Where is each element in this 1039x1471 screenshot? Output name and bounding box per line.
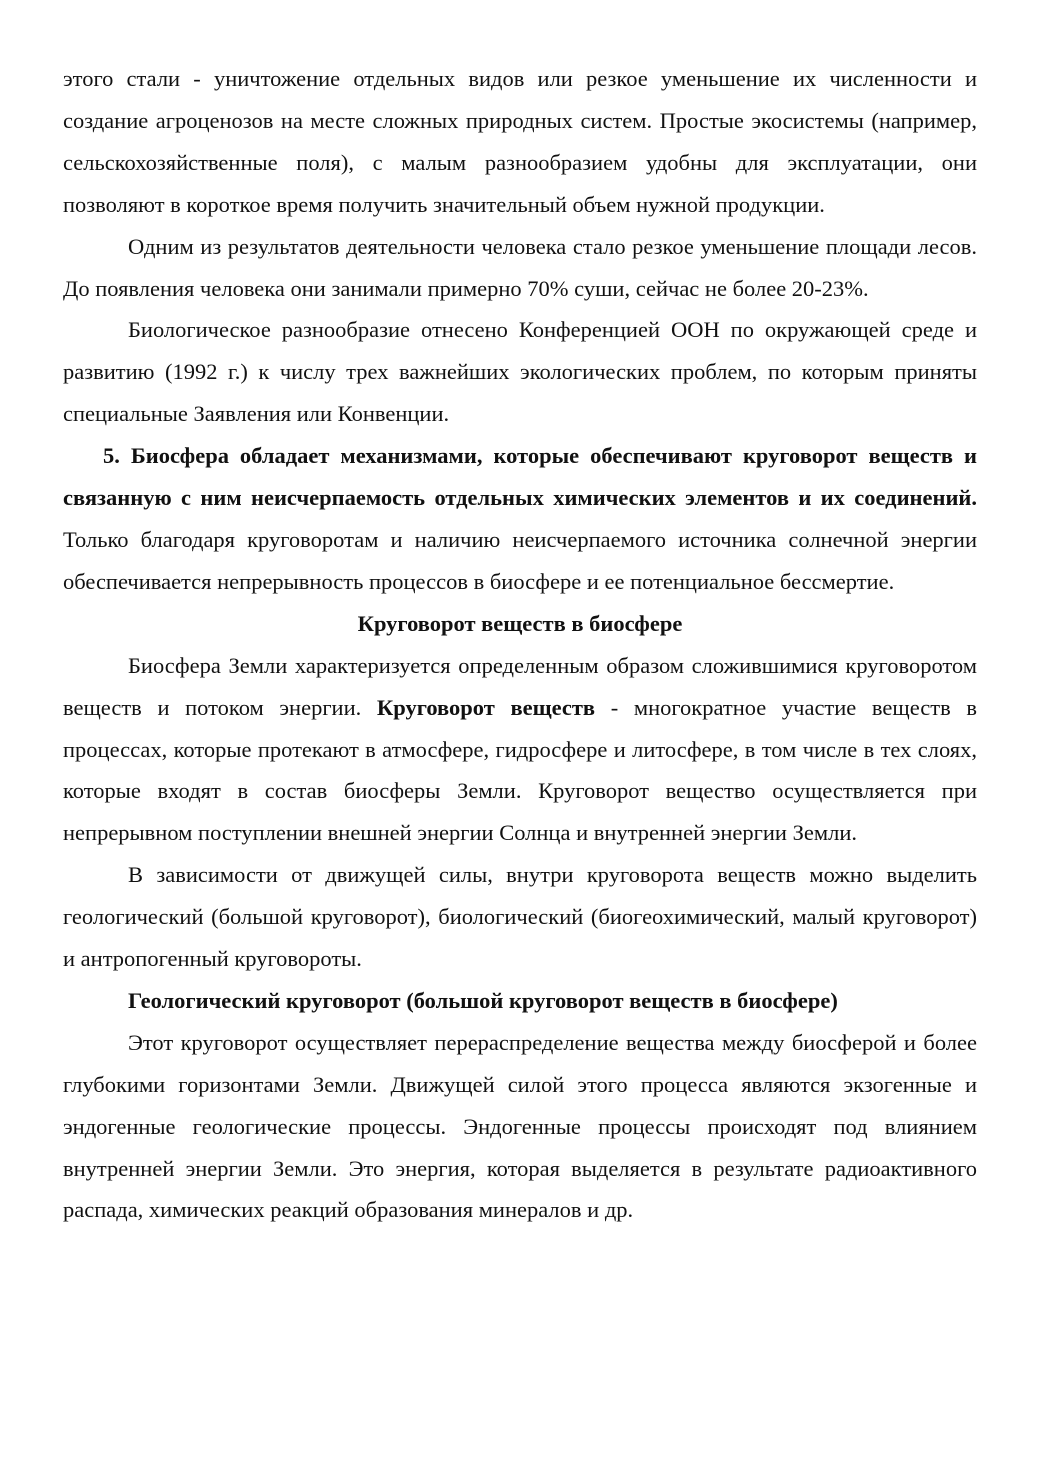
cycle-definition-intro: Биосфера Земли характеризуется определенным образом сложившимися круговоротом веществ и потоком энергии. [63, 652, 977, 720]
item-5-explanation: Только благодаря круговоротам и наличию неисчерпаемого источника солнечной энергии обеспечивается непрерывность процессов в биосфере и ее потенциальное бессмертие. [63, 526, 977, 594]
section-heading-substance-cycle: Круговорот веществ в биосфере [357, 610, 683, 636]
paragraph-geological-cycle: Этот круговорот осуществляет перераспределение вещества между биосферой и более глубокими горизонтами Земли. Движущей силой этого процесса являются экзогенные и эндогенные геологические процессы. Эндогенные процессы происходят под влиянием внутренней энергии Земли. Это энергия, которая выделяется в результате радиоактивного распада, химических реакций образования минералов и др. [63, 1029, 977, 1223]
paragraph-biosphere-cycle-item-5 [63, 435, 977, 603]
section-heading-geological-cycle: Геологический круговорот (большой круговорот веществ в биосфере) [128, 987, 838, 1013]
paragraph-forest-reduction: Одним из результатов деятельности человека стало резкое уменьшение площади лесов. До появления человека они занимали примерно 70% суши, сейчас не более 20-23%. [63, 233, 977, 301]
paragraph-cycle-definition [63, 645, 977, 855]
paragraph-cycle-types: В зависимости от движущей силы, внутри круговорота веществ можно выделить геологический (большой круговорот), биологический (биогеохимический, малый круговорот) и антропогенный круговороты. [63, 862, 977, 972]
cycle-definition-term: Круговорот веществ [376, 694, 596, 720]
paragraph-species-loss: этого стали - уничтожение отдельных видов или резкое уменьшение их численности и создание агроценозов на месте сложных природных систем. Простые экосистемы (например, сельскохозяйственные поля), с малым разнообразием удобны для эксплуатации, они позволяют в короткое время получить значительный объем нужной продукции. [63, 66, 977, 217]
cycle-definition-body: - многократное участие веществ в процессах, которые протекают в атмосфере, гидросфере и литосфере, в том числе в тех слоях, которые входят в состав биосферы Земли. Круговорот вещество осуществляется при непрерывном поступлении внешней энергии Солнца и внутренней энергии Земли. [63, 694, 977, 846]
paragraph-un-conference: Биологическое разнообразие отнесено Конференцией ООН по окружающей среде и развитию (1992 г.) к числу трех важнейших экологических проблем, по которым приняты специальные Заявления или Конвенции. [63, 317, 977, 427]
item-5-bold-statement: 5. Биосфера обладает механизмами, которые обеспечивают круговорот веществ и связанную с ним неисчерпаемость отдельных химических элементов и их соединений. [63, 443, 977, 511]
